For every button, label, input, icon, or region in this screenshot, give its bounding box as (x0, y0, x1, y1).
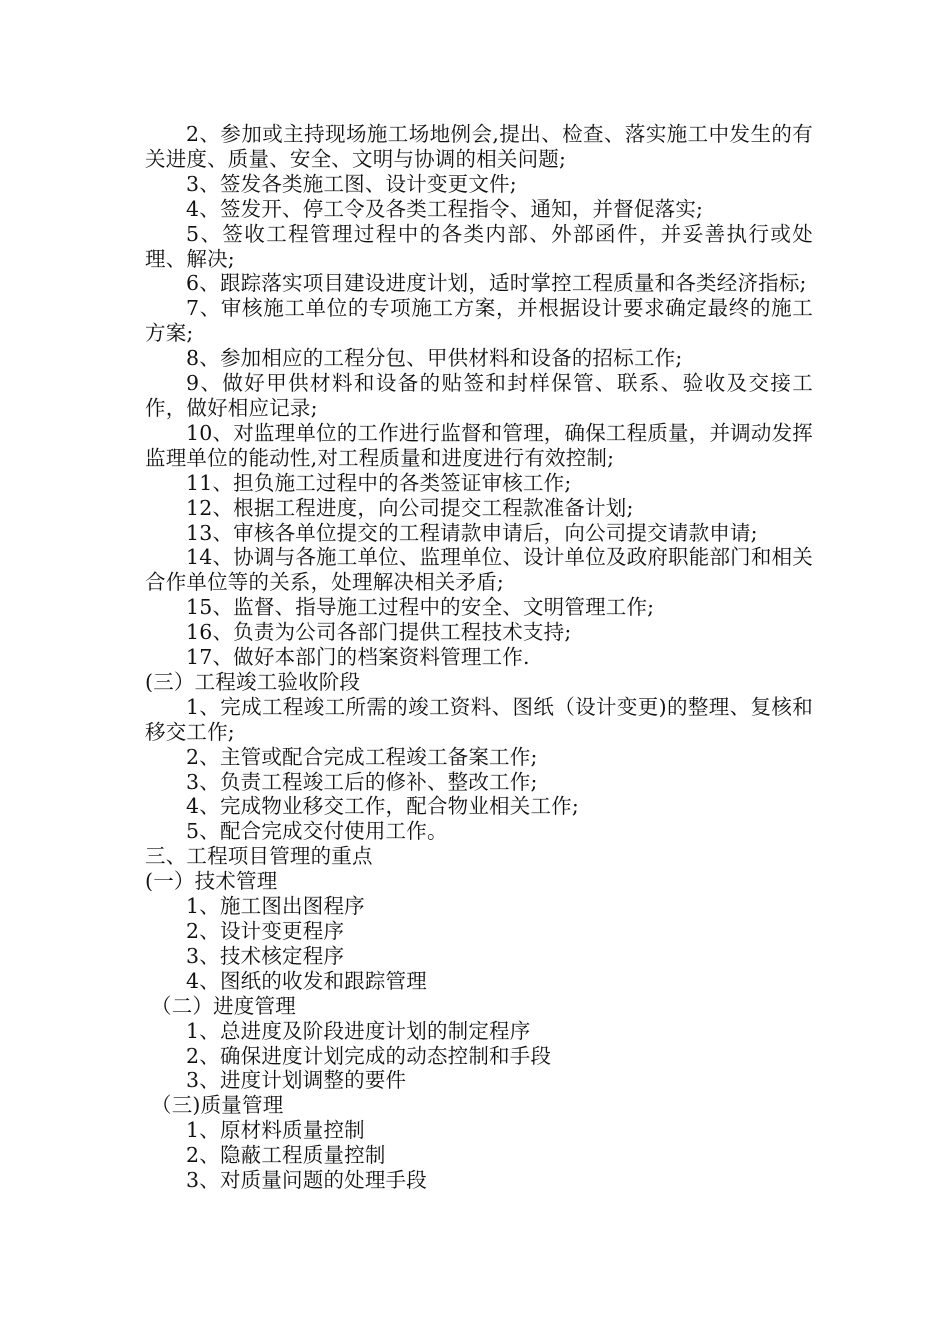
quality-item-3: 3、对质量问题的处理手段 (186, 1168, 427, 1193)
paragraph-item-14: 14、协调与各施工单位、监理单位、设计单位及政府职能部门和相关合作单位等的关系，处理解决相关矛盾; (145, 545, 813, 595)
schedule-item-3: 3、进度计划调整的要件 (186, 1068, 407, 1093)
paragraph-item-12: 12、根据工程进度，向公司提交工程款准备计划; (186, 495, 634, 520)
subsection-heading-schedule: （二）进度管理 (151, 993, 296, 1018)
paragraph-item-5: 5、签收工程管理过程中的各类内部、外部函件，并妥善执行或处理、解决; (145, 221, 813, 271)
quality-item-1: 1、原材料质量控制 (186, 1118, 365, 1143)
paragraph-item-13: 13、审核各单位提交的工程请款申请后，向公司提交请款申请; (186, 520, 758, 545)
quality-item-2: 2、隐蔽工程质量控制 (186, 1143, 386, 1168)
paragraph-item-9: 9、做好甲供材料和设备的贴签和封样保管、联系、验收及交接工作，做好相应记录; (145, 371, 813, 420)
paragraph-item-2: 2、参加或主持现场施工场地例会,提出、检查、落实施工中发生的有关进度、质量、安全、文明与协调的相关问题; (145, 122, 813, 171)
completion-item-2: 2、主管或配合完成工程竣工备案工作; (186, 744, 538, 769)
paragraph-item-17: 17、做好本部门的档案资料管理工作. (186, 645, 530, 670)
paragraph-item-10: 10、对监理单位的工作进行监督和管理，确保工程质量，并调动发挥监理单位的能动性,对工程质量和进度进行有效控制; (145, 420, 813, 470)
tech-item-1: 1、施工图出图程序 (186, 894, 365, 919)
paragraph-item-6: 6、跟踪落实项目建设进度计划，适时掌控工程质量和各类经济指标; (186, 271, 807, 296)
schedule-item-1: 1、总进度及阶段进度计划的制定程序 (186, 1018, 531, 1043)
section-heading-completion: (三）工程竣工验收阶段 (145, 669, 361, 694)
completion-item-5: 5、配合完成交付使用工作。 (186, 819, 448, 844)
tech-item-3: 3、技术核定程序 (186, 943, 345, 968)
paragraph-item-7: 7、审核施工单位的专项施工方案，并根据设计要求确定最终的施工方案; (145, 296, 813, 346)
paragraph-item-3: 3、签发各类施工图、设计变更文件; (186, 171, 517, 196)
paragraph-item-8: 8、参加相应的工程分包、甲供材料和设备的招标工作; (186, 346, 683, 371)
paragraph-item-4: 4、签发开、停工令及各类工程指令、通知，并督促落实; (186, 196, 704, 221)
tech-item-4: 4、图纸的收发和跟踪管理 (186, 968, 427, 993)
section-heading-focus: 三、工程项目管理的重点 (145, 844, 373, 869)
completion-item-4: 4、完成物业移交工作，配合物业相关工作; (186, 794, 579, 819)
subsection-heading-quality: （三)质量管理 (151, 1093, 284, 1118)
completion-item-1: 1、完成工程竣工所需的竣工资料、图纸（设计变更)的整理、复核和移交工作; (145, 694, 813, 744)
paragraph-item-11: 11、担负施工过程中的各类签证审核工作; (186, 470, 572, 495)
subsection-heading-tech: (一）技术管理 (145, 869, 278, 894)
schedule-item-2: 2、确保进度计划完成的动态控制和手段 (186, 1043, 552, 1068)
paragraph-item-15: 15、监督、指导施工过程中的安全、文明管理工作; (186, 595, 655, 620)
tech-item-2: 2、设计变更程序 (186, 919, 345, 943)
completion-item-3: 3、负责工程竣工后的修补、整改工作; (186, 769, 538, 794)
document-body (145, 122, 813, 1193)
paragraph-item-16: 16、负责为公司各部门提供工程技术支持; (186, 620, 572, 645)
